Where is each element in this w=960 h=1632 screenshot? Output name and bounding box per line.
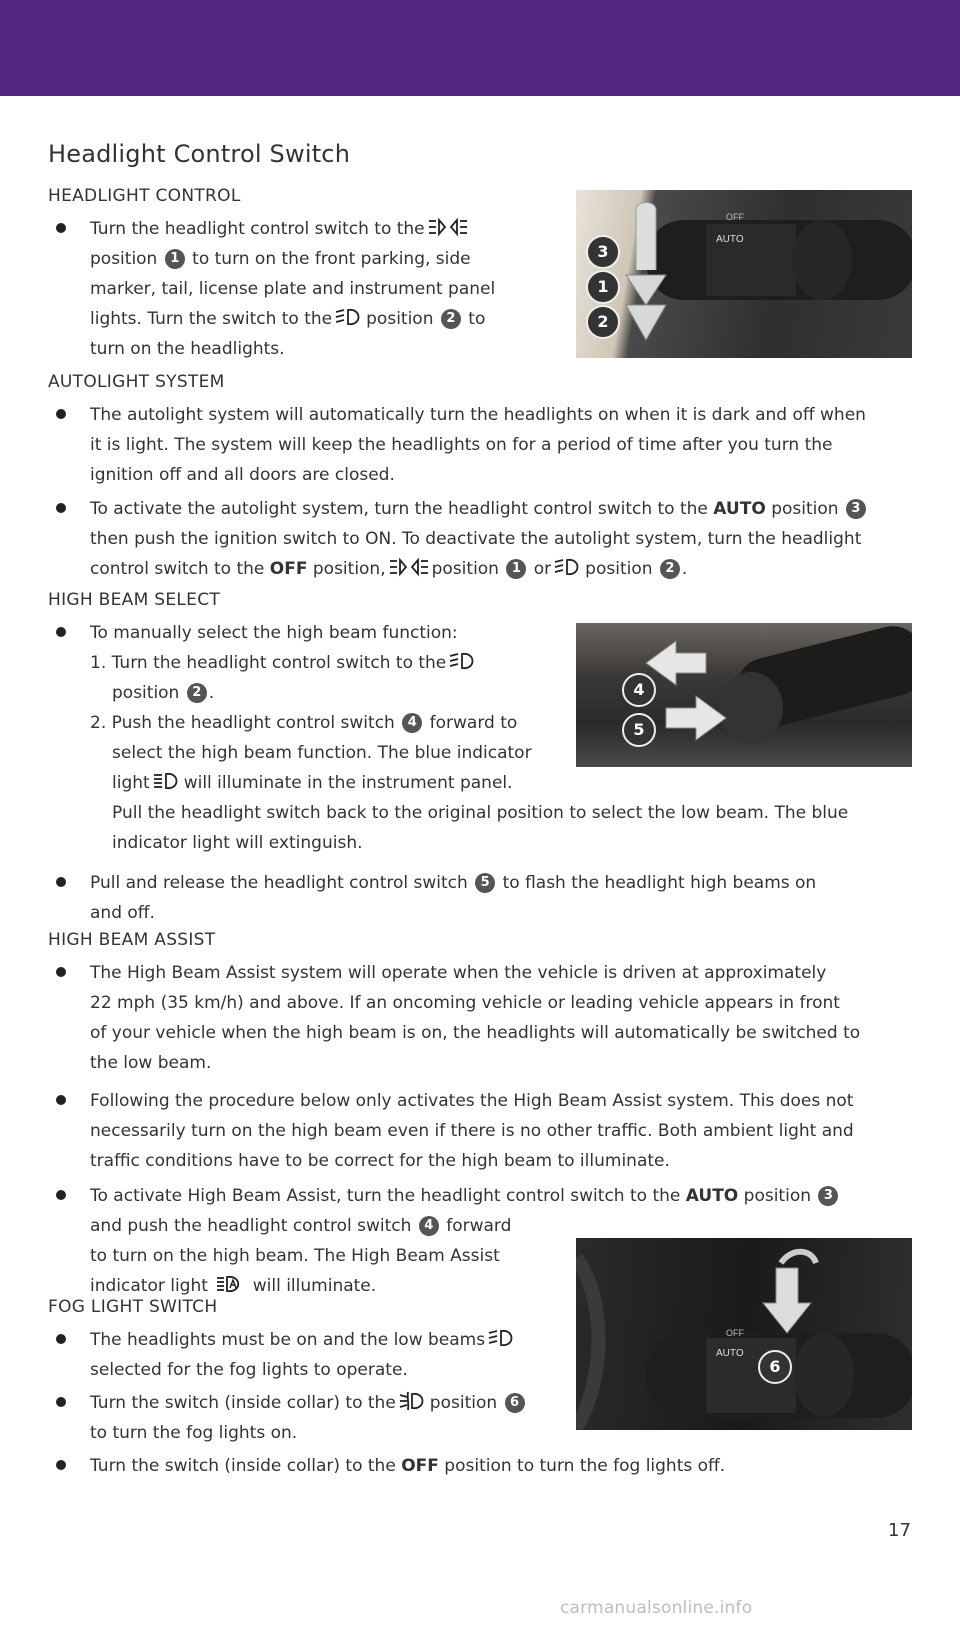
paragraph-hba-2: Following the procedure below only activates the High Beam Assist system. This does not necessarily turn on the high beam even if there is no other traffic. Both ambient light and traffic conditions have to be correct for the high beam to illuminate. xyxy=(90,1091,854,1171)
callout-badge-2: 2 xyxy=(441,309,461,329)
switch-photo-3 xyxy=(576,1238,912,1430)
section-autolight: AUTOLIGHT SYSTEM xyxy=(48,372,225,392)
high-beam-icon xyxy=(153,771,181,791)
page-number: 17 xyxy=(888,1520,911,1541)
bullet xyxy=(56,503,66,513)
switch-label-auto: AUTO xyxy=(716,234,744,245)
paragraph-hba-1: The High Beam Assist system will operate when the vehicle is driven at approximately 22 mph (35 km/h) and above. If an oncoming vehicle or leading vehicle appears in front of your vehicle when the high beam is on, the headlights will automatically be switched to the low beam. xyxy=(90,963,861,1073)
switch-label-off: OFF xyxy=(726,1328,744,1338)
bullet xyxy=(56,409,66,419)
bullet xyxy=(56,967,66,977)
section-fog-light: FOG LIGHT SWITCH xyxy=(48,1297,218,1317)
section-high-beam-assist: HIGH BEAM ASSIST xyxy=(48,930,216,950)
switch-photo-1 xyxy=(576,190,912,358)
paragraph-fog-3: Turn the switch (inside collar) to the OFF position to turn the fog lights off. xyxy=(90,1456,726,1476)
bullet xyxy=(56,223,66,233)
low-beam-icon xyxy=(335,307,363,327)
callout-badge-1: 1 xyxy=(165,249,185,269)
switch-illustration xyxy=(576,190,912,358)
paragraph-hba-3: To activate High Beam Assist, turn the headlight control switch to the AUTO position 3 and push the headlight control switch 4 forward to turn on the high beam. The High Beam Assist indicator light will illuminate. xyxy=(90,1181,840,1301)
bullet xyxy=(56,1334,66,1344)
high-beam-assist-icon xyxy=(216,1274,244,1294)
callout-badge-1: 1 xyxy=(506,559,526,579)
parking-light-icon xyxy=(428,217,468,237)
callout-2: 2 xyxy=(586,305,620,339)
callout-5: 5 xyxy=(622,713,656,747)
bullet xyxy=(56,1460,66,1470)
paragraph-fog-1: The headlights must be on and the low beams selected for the fog lights to operate. xyxy=(90,1325,519,1385)
page-title: Headlight Control Switch xyxy=(48,140,351,168)
low-beam-icon xyxy=(488,1328,516,1348)
bullet xyxy=(56,1397,66,1407)
callout-badge-6: 6 xyxy=(505,1393,525,1413)
section-headlight-control: HEADLIGHT CONTROL xyxy=(48,186,241,206)
callout-badge-4: 4 xyxy=(402,713,422,733)
callout-4: 4 xyxy=(622,673,656,707)
paragraph-high-beam-select: To manually select the high beam function: 1. Turn the headlight control switch to the position 2 . 2. Push the headlight control switch 4 forward to select the high beam function. The blue indicator light will illuminate in the instrument panel. Pull the headlight switch back to the original position to select the low beam. The blue indicator light will extinguish. xyxy=(90,623,849,853)
callout-badge-4: 4 xyxy=(419,1216,439,1236)
callout-badge-3: 3 xyxy=(818,1186,838,1206)
paragraph-flash: Pull and release the headlight control switch 5 to flash the headlight high beams on and off. xyxy=(90,873,817,923)
bullet xyxy=(56,877,66,887)
paragraph-autolight-1: The autolight system will automatically turn the headlights on when it is dark and off when it is light. The system will keep the headlights on for a period of time after you turn the ignition off and all doors are closed. xyxy=(90,405,866,485)
paragraph-headlight-control: Turn the headlight control switch to the position 1 to turn on the front parking, side marker, tail, license plate and instrument panel lights. Turn the switch to the position 2 to turn on the headlights. xyxy=(90,219,496,359)
low-beam-icon xyxy=(554,557,582,577)
switch-label-auto: AUTO xyxy=(716,1348,744,1359)
bullet xyxy=(56,627,66,637)
low-beam-icon xyxy=(449,651,477,671)
bullet xyxy=(56,1095,66,1105)
parking-light-icon xyxy=(389,557,429,577)
paragraph-autolight-2: To activate the autolight system, turn the headlight control switch to the AUTO position 3 then push the ignition switch to ON. To deactivate the autolight system, turn the headlight control switch to the OFF position, position 1 or position 2 . xyxy=(90,494,868,584)
callout-badge-2: 2 xyxy=(660,559,680,579)
switch-illustration xyxy=(576,1238,912,1430)
callout-1: 1 xyxy=(586,270,620,304)
callout-6: 6 xyxy=(758,1350,792,1384)
section-high-beam-select: HIGH BEAM SELECT xyxy=(48,590,221,610)
callout-badge-5: 5 xyxy=(475,873,495,893)
callout-badge-2: 2 xyxy=(187,683,207,703)
callout-badge-3: 3 xyxy=(846,499,866,519)
bullet xyxy=(56,1190,66,1200)
switch-photo-2 xyxy=(576,623,912,767)
callout-3: 3 xyxy=(586,235,620,269)
paragraph-fog-2: Turn the switch (inside collar) to the position 6 to turn the fog lights on. xyxy=(90,1388,527,1448)
fog-light-icon xyxy=(399,1391,427,1411)
watermark: carmanualsonline.info xyxy=(560,1598,753,1618)
switch-label-off: OFF xyxy=(726,212,744,222)
header-band xyxy=(0,0,960,96)
